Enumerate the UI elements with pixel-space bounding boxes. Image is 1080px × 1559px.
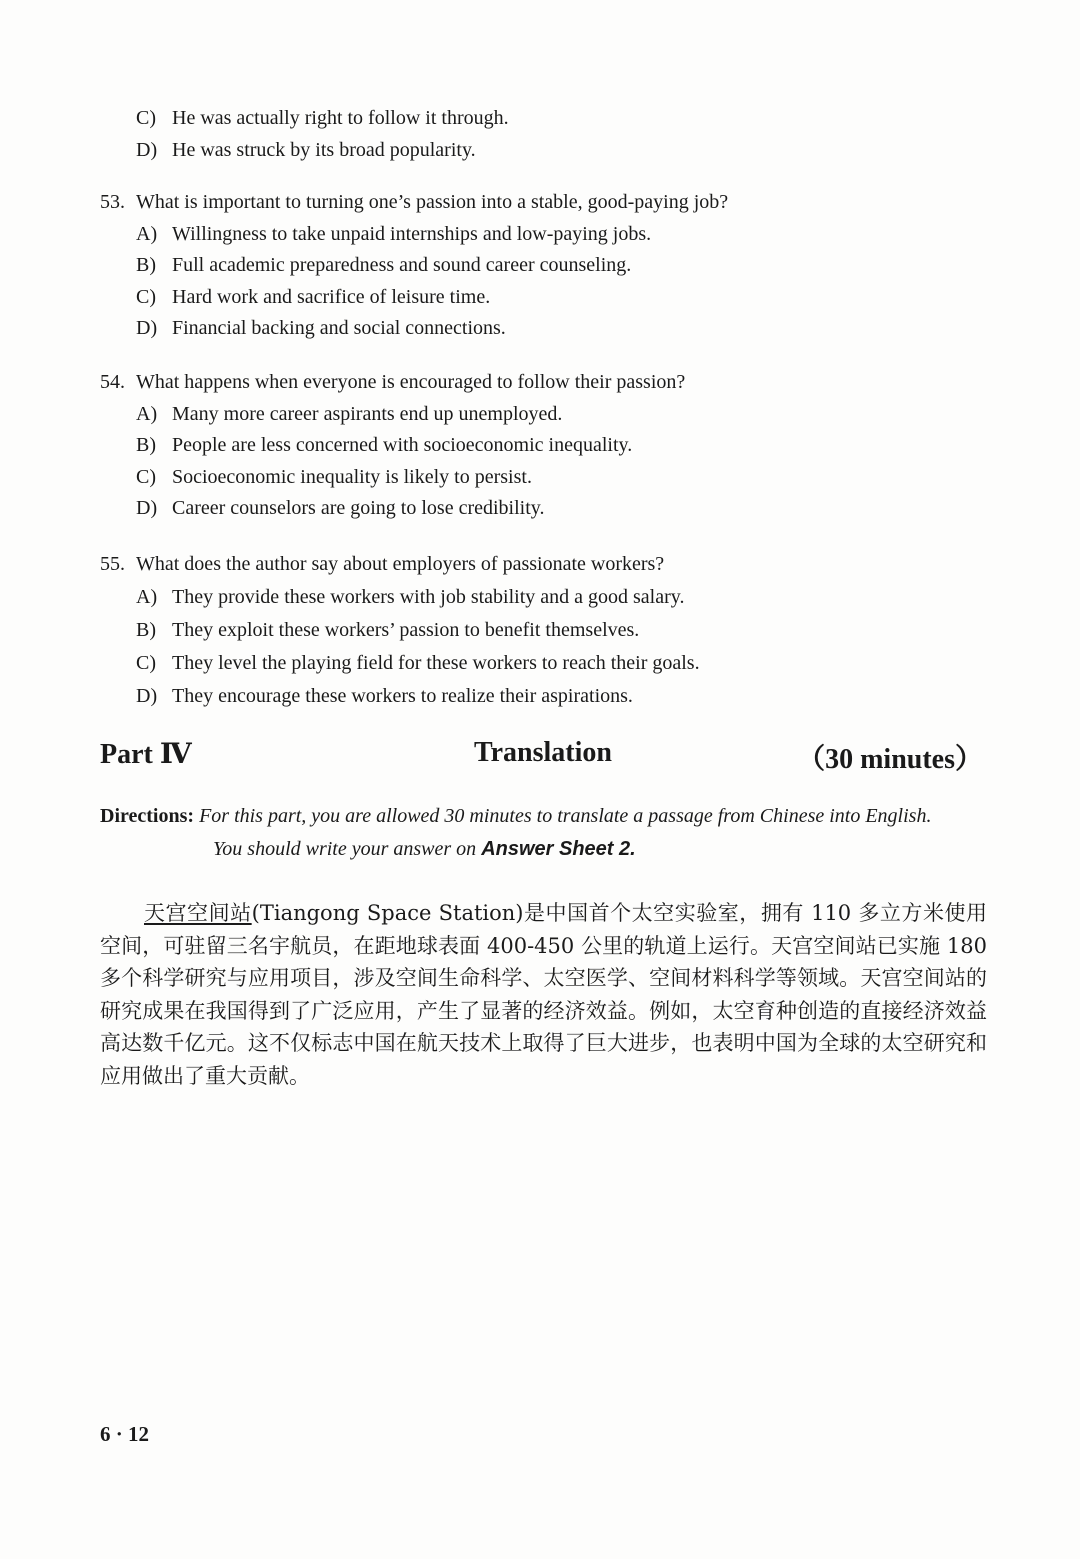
directions <box>100 800 990 866</box>
part-header <box>100 737 983 775</box>
option-letter: D) <box>136 138 158 161</box>
option <box>100 103 990 135</box>
question-54 <box>100 367 990 525</box>
option <box>100 462 990 494</box>
option-text: Many more career aspirants end up unemployed. <box>172 402 563 425</box>
translation-passage <box>100 897 987 1092</box>
option-letter: D) <box>136 317 158 339</box>
option-text: He was struck by its broad popularity. <box>172 138 476 161</box>
question-52-options <box>100 103 990 166</box>
option <box>100 430 990 462</box>
passage-text: (Tiangong Space Station)是中国首个太空实验室，拥有 110 多立方米使用空间，可驻留三名宇航员，在距地球表面 400-450 公里的轨道上运行。天宫空间站已实施 180 多个科学研究与应用项目，涉及空间生命科学、太空医学、空间材料科学等领域。天宫空间站的研究成果在我国得到了广泛应用，产生了显著的经济效益。例如，太空育种创造的直接经济效益高达数千亿元。这不仅标志中国在航天技术上取得了巨大进步，也表明中国为全球的太空研究和应用做出了重大贡献。 <box>100 901 988 1088</box>
option-text: Willingness to take unpaid internships and low-paying jobs. <box>172 222 652 245</box>
question-number: 53. <box>100 191 125 213</box>
option-text: Socioeconomic inequality is likely to persist. <box>172 465 532 488</box>
directions-text: For this part, you are allowed 30 minutes to translate a passage from Chinese into English. <box>199 805 932 827</box>
part-title: Translation <box>474 737 612 768</box>
option-text: Career counselors are going to lose credibility. <box>172 497 545 519</box>
option-letter: A) <box>136 222 158 245</box>
option <box>100 282 990 314</box>
directions-line-2 <box>100 833 990 866</box>
option <box>100 647 990 680</box>
question-text: What happens when everyone is encouraged to follow their passion? <box>136 371 686 393</box>
option-letter: D) <box>136 685 158 707</box>
option <box>100 581 990 614</box>
option <box>100 493 990 525</box>
option <box>100 614 990 647</box>
option-text: Hard work and sacrifice of leisure time. <box>172 285 491 308</box>
option-text: They provide these workers with job stability and a good salary. <box>172 586 685 608</box>
option <box>100 250 990 282</box>
part-label: Part Ⅳ <box>100 739 192 770</box>
option-letter: A) <box>136 586 158 608</box>
option-letter: D) <box>136 497 158 519</box>
option-letter: C) <box>136 652 156 674</box>
option-letter: C) <box>136 465 156 488</box>
question-text: What is important to turning one’s passion into a stable, good-paying job? <box>136 191 729 213</box>
question-53 <box>100 187 990 345</box>
question-stem <box>100 187 990 219</box>
option-letter: B) <box>136 619 156 641</box>
question-55 <box>100 548 990 713</box>
page-number: 6 · 12 <box>100 1422 150 1446</box>
question-stem <box>100 548 990 581</box>
option-text: They exploit these workers’ passion to benefit themselves. <box>172 619 640 641</box>
question-stem <box>100 367 990 399</box>
option-text: He was actually right to follow it through. <box>172 107 509 129</box>
option-text: Full academic preparedness and sound career counseling. <box>172 254 632 276</box>
passage-underlined-term: 天宫空间站 <box>144 901 252 925</box>
directions-label: Directions: <box>100 805 195 827</box>
option-text: Financial backing and social connections. <box>172 317 506 339</box>
option-letter: B) <box>136 434 156 456</box>
option <box>100 399 990 431</box>
option <box>100 680 990 713</box>
option <box>100 313 990 345</box>
option-text: They encourage these workers to realize their aspirations. <box>172 685 633 707</box>
option-text: They level the playing field for these workers to reach their goals. <box>172 652 700 674</box>
part-time: （30 minutes） <box>797 744 983 775</box>
directions-line-1 <box>100 800 990 833</box>
option-letter: A) <box>136 402 158 425</box>
answer-sheet-label: Answer Sheet 2. <box>481 838 636 860</box>
directions-text-2: You should write your answer on <box>213 838 477 860</box>
option-letter: C) <box>136 107 156 129</box>
option-text: People are less concerned with socioeconomic inequality. <box>172 434 633 456</box>
option <box>100 219 990 251</box>
option-letter: C) <box>136 285 156 308</box>
question-number: 55. <box>100 553 125 575</box>
question-number: 54. <box>100 371 125 393</box>
question-text: What does the author say about employers of passionate workers? <box>136 553 665 575</box>
option <box>100 135 990 167</box>
option-letter: B) <box>136 254 156 276</box>
